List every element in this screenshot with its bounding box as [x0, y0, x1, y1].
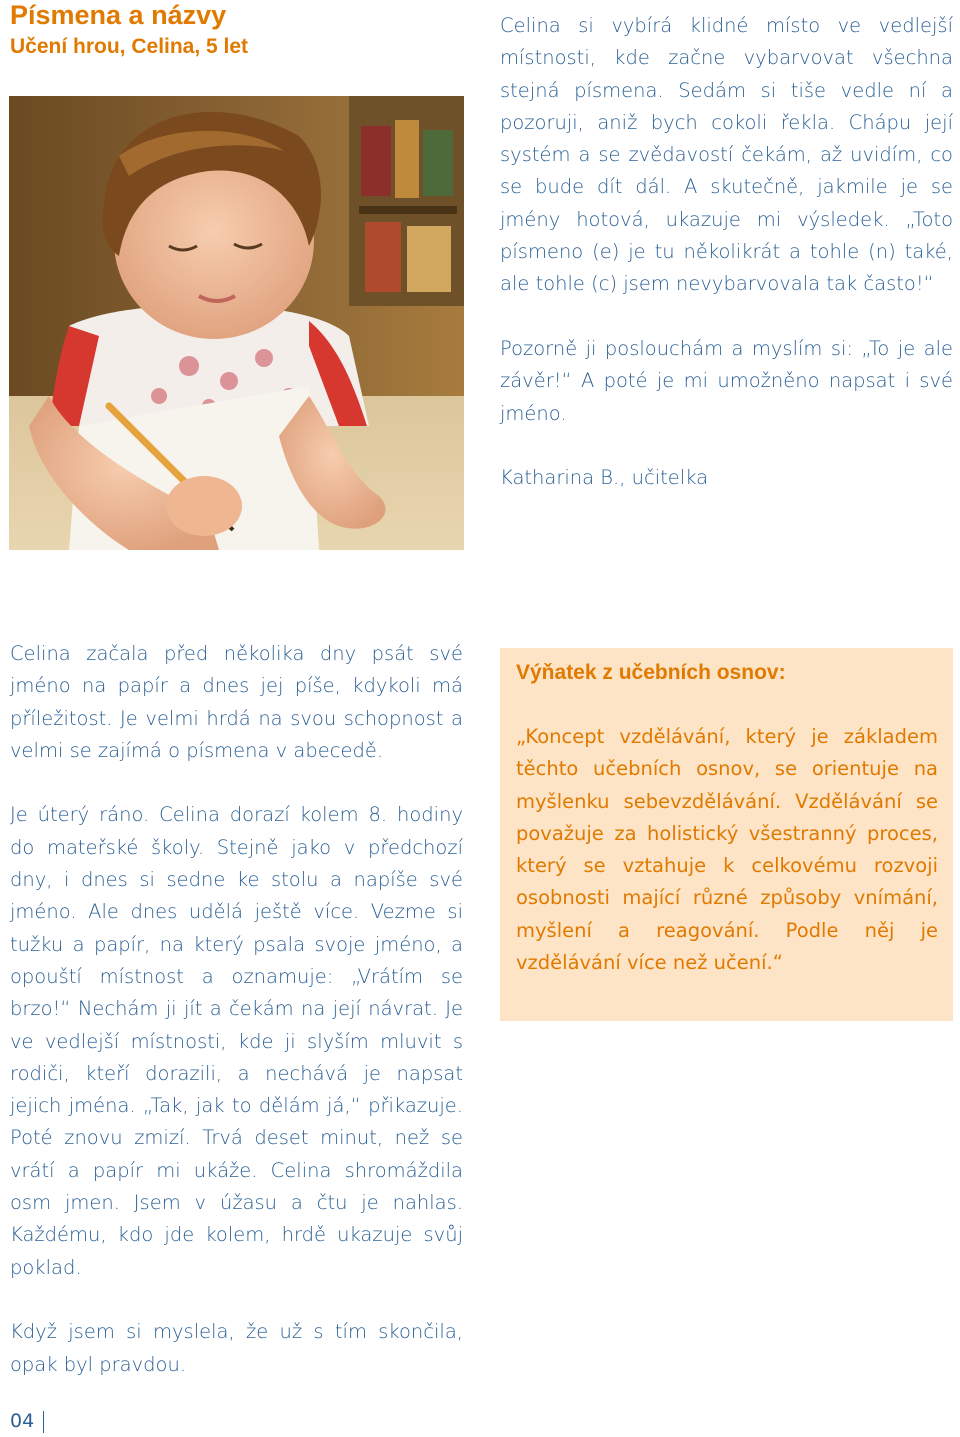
page-number-divider	[43, 1411, 44, 1433]
story-paragraph: Je úterý ráno. Celina dorazí kolem 8. hodiny do mateřské školy. Stejně jako v předchozí dny, i dnes si sedne ke stolu a napíše své jméno. Ale dnes udělá ještě více. Vezme si tužku a papír, na který psala svoje jméno, a opouští místnost a oznamuje: „Vrátím se brzo!“ Nechám ji jít a čekám na její návrat. Je ve vedlejší místnosti, kde ji slyším mluvit s rodiči, kteří dorazili, a nechává je napsat jejich jména. „Tak, jak to dělám já,“ přikazuje. Poté znovu zmizí. Trvá deset minut, než se vrátí a papír mi ukáže. Celina shromáždila osm jmen. Jsem v úžasu a čtu je nahlas. Každému, kdo jde kolem, hrdě ukazuje svůj poklad.	[10, 803, 463, 1279]
page-title: Písmena a názvy	[10, 0, 227, 30]
curriculum-excerpt-box	[500, 648, 953, 1021]
story-paragraph: Celina začala před několika dny psát své jméno na papír a dnes jej píše, kdykoli má příležitost. Je velmi hrdá na svou schopnost a velmi se zajímá o písmena v abecedě.	[10, 642, 463, 762]
story-main-column	[10, 638, 463, 1381]
story-paragraph: Když jsem si myslela, že už s tím skončila, opak byl pravdou.	[10, 1320, 463, 1376]
page-subtitle: Učení hrou, Celina, 5 let	[10, 35, 249, 58]
child-writing-photo	[9, 96, 464, 550]
story-paragraph: Pozorně ji poslouchám a myslím si: „To je ale závěr!“ A poté je mi umožněno napsat i své jméno.	[500, 336, 953, 425]
story-intro-column	[500, 10, 953, 494]
story-paragraph: Celina si vybírá klidné místo ve vedlejší místnosti, kde začne vybarvovat všechna stejná písmena. Sedám si tiše vedle ní a pozoruji, aniž bych cokoli řekla. Chápu její systém a se zvědavostí čekám, až uvidím, co se bude dít dál. A skutečně, jakmile je se jmény hotová, ukazuje mi výsledek. „Toto písmeno (e) je tu několikrát a tohle (n) také, ale tohle (c) jsem nevybarvovala tak často!“	[500, 14, 953, 296]
author-signature: Katharina B., učitelka	[500, 466, 709, 490]
page-number: 04	[10, 1410, 35, 1432]
curriculum-excerpt-title: Výňatek z učebních osnov:	[516, 661, 786, 684]
curriculum-excerpt-text: „Koncept vzdělávání, který je základem těchto učebních osnov, se orientuje na myšlenku sebevzdělávání. Vzdělávání se považuje za holistický všestranný proces, který se vztahuje k celkovému rozvoji osobnosti mající různé způsoby vnímání, myšlení a reagování. Podle něj je vzdělávání více než učení.“	[516, 725, 938, 975]
